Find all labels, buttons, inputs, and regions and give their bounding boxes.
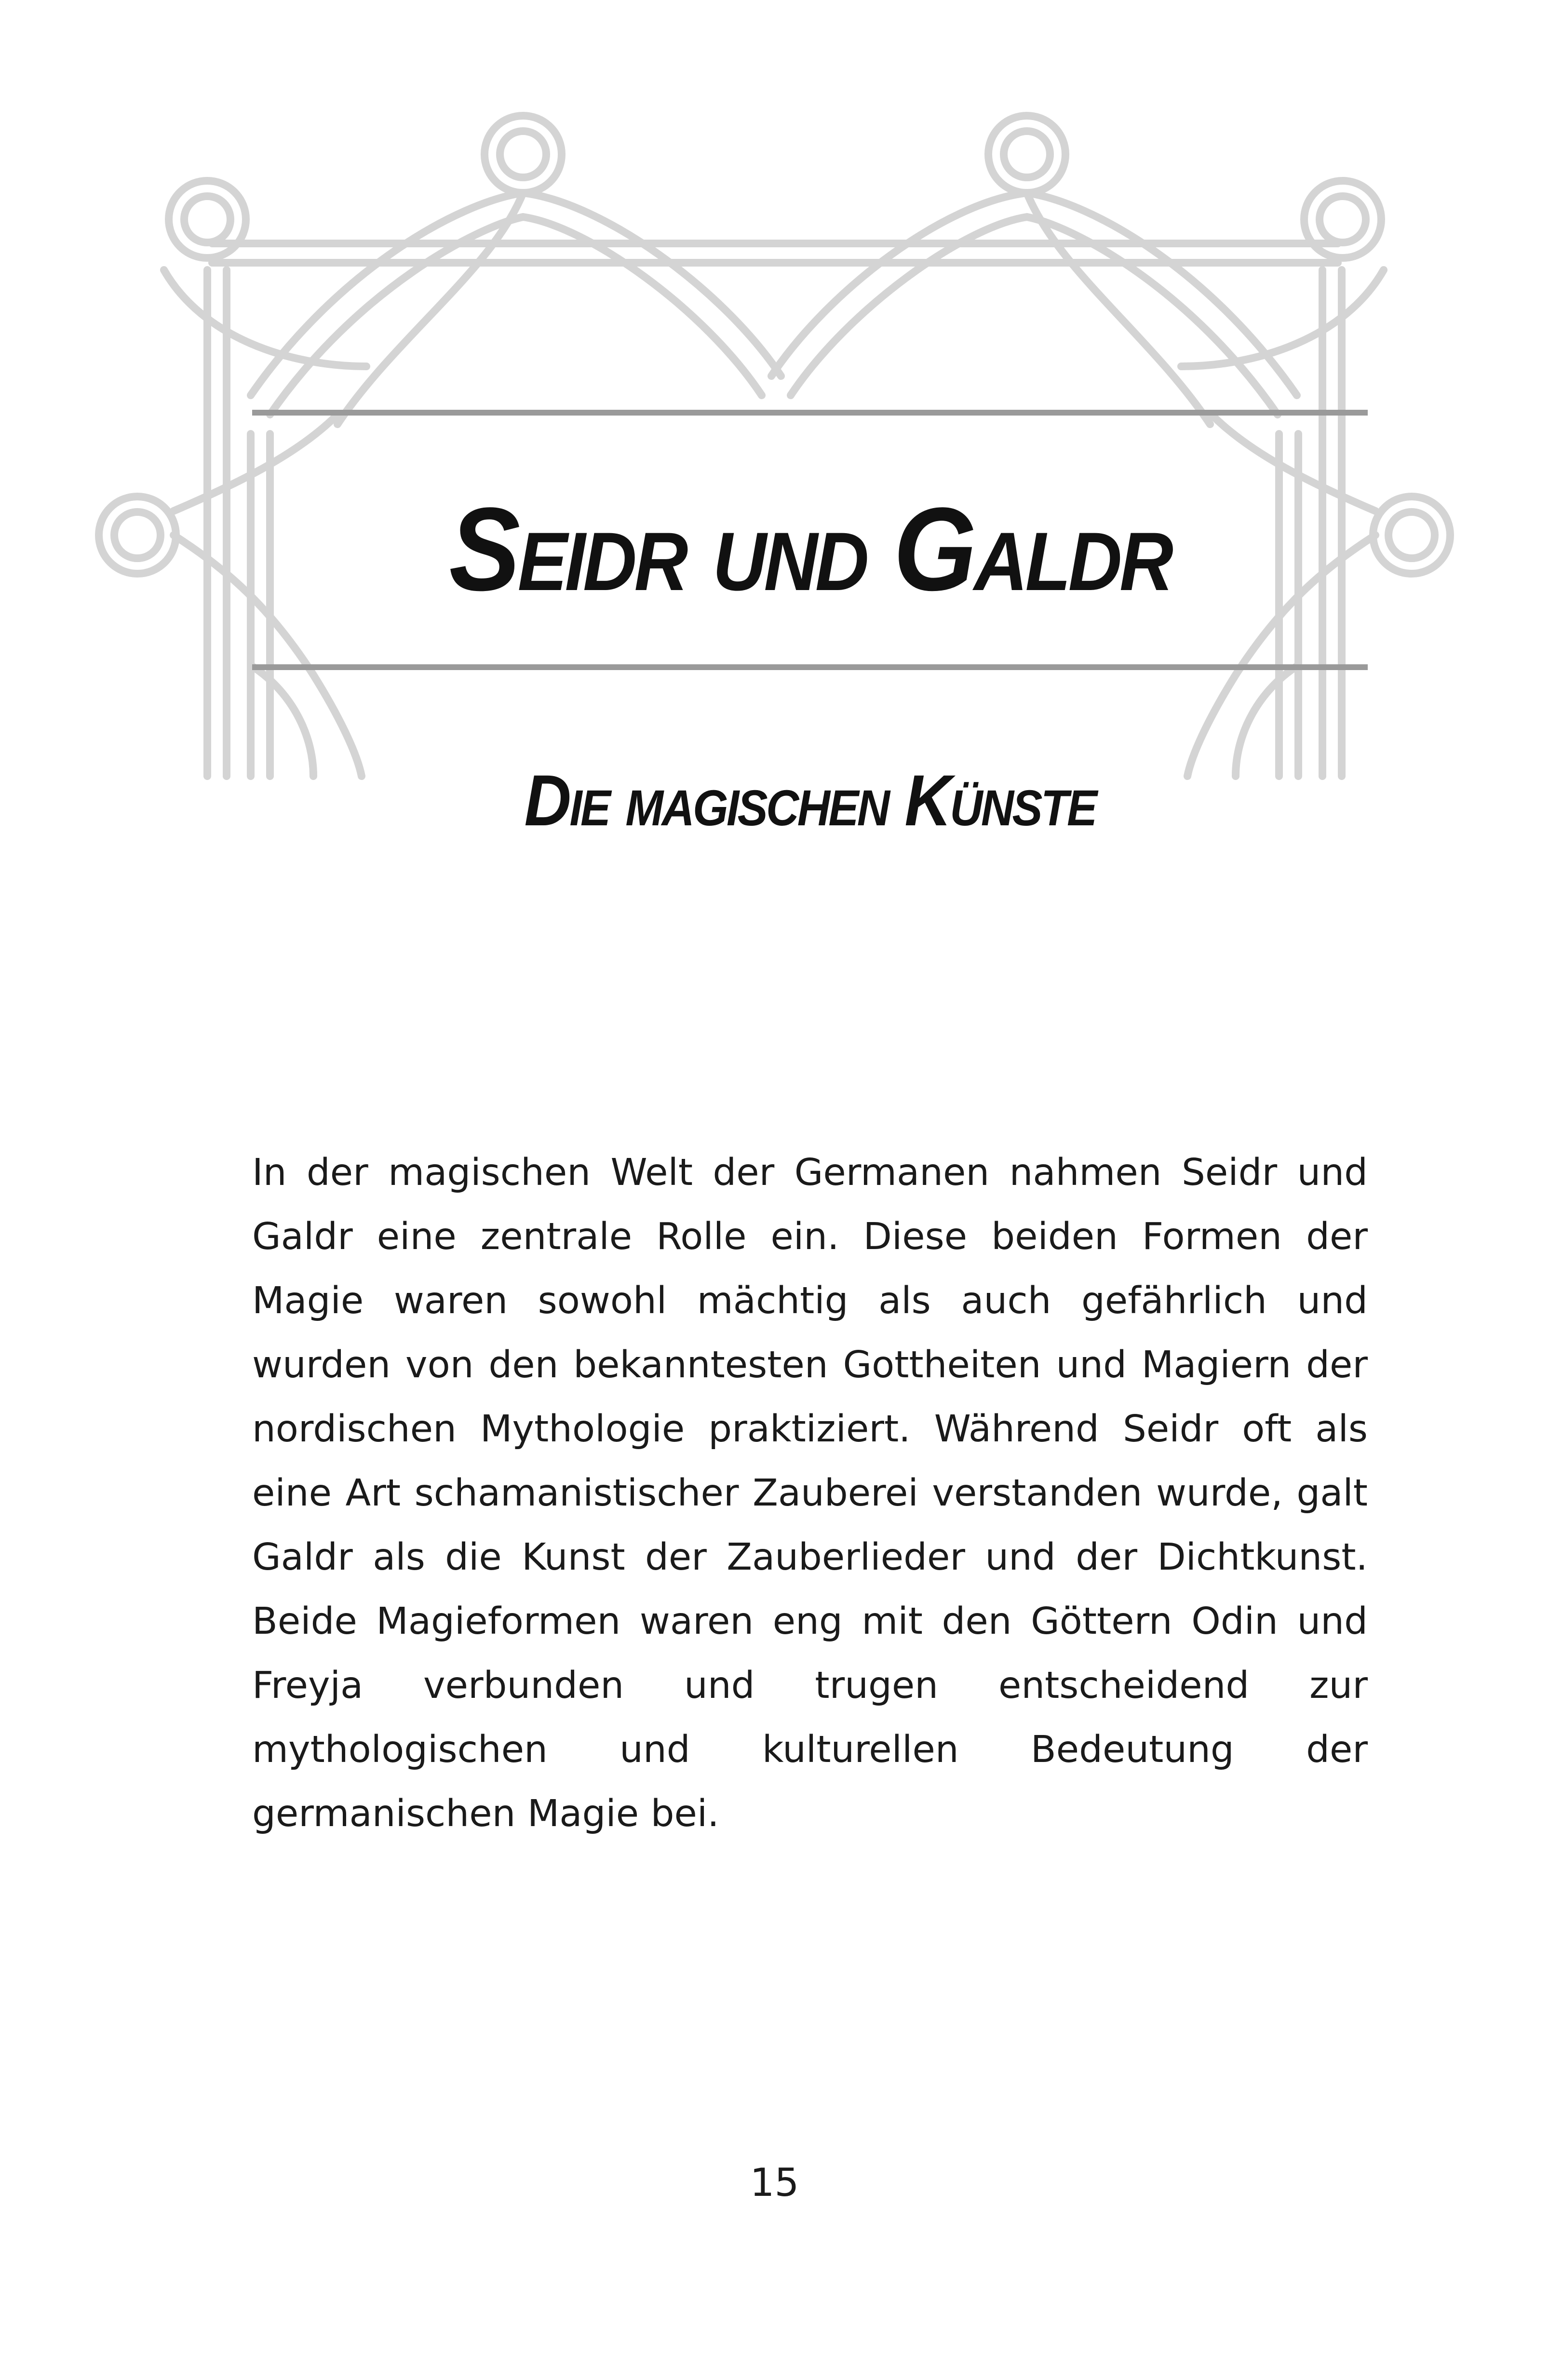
chapter-title: Seidr und Galdr [449,483,1171,616]
title-rule-top [252,410,1368,416]
title-rule-bottom [252,664,1368,670]
page-number: 15 [750,2160,799,2205]
body-paragraph: In der magischen Welt der Germanen nahmen Seidr und Galdr eine zentrale Rolle ein. Diese beiden Formen der Magie waren sowohl mächtig als auch gefährlich und wurden von den bekanntesten Gottheiten und Magiern der nordischen Mythologie praktiziert. Während Seidr oft als eine Art schamanistischer Zauberei verstanden wurde, galt Galdr als die Kunst der Zauberlieder und der Dichtkunst. Beide Magieformen waren eng mit den Göttern Odin und Freyja verbunden und trugen entscheidend zur mythologischen und kulturellen Bedeutung der germanischen Magie bei. [252,1151,1368,1835]
celtic-knot-ornament [0,0,1549,795]
chapter-subtitle: Die magischen Künste [524,760,1096,841]
